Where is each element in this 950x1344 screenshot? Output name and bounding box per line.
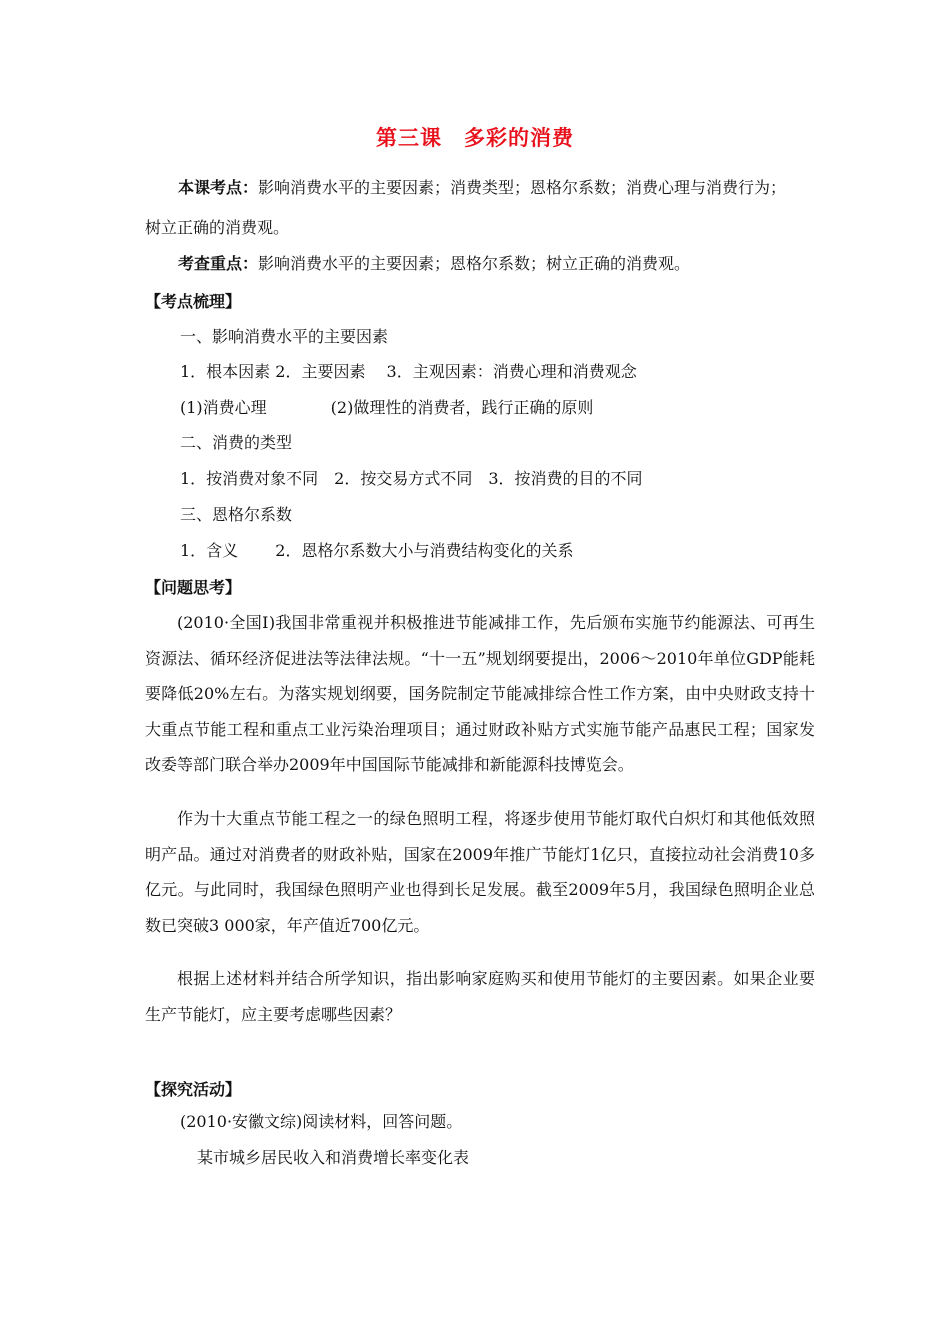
kaodian-label: 本课考点： [178,178,259,197]
section-heading-kaodian-shuli: 【考点梳理】 [145,292,242,311]
material-paragraph-1: (2010·全国Ⅰ)我国非常重视并积极推进节能减排工作，先后颁布实施节约能源法、可再生资源法、循环经济促进法等法律法规。“十一五”规划纲要提出，2006～2010年单位GDP能耗要降低20%左右。为落实规划纲要，国务院制定节能减排综合性工作方案，由中央财政支持十大重点节能工程和重点工业污染治理项目；通过财政补贴方式实施节能产品惠民工程；国家发改委等部门联合举办2009年中国国际节能减排和新能源科技博览会。 [145,613,815,774]
kaodian-line-2: 树立正确的消费观。 [145,218,290,237]
outline-item: 三、恩格尔系数 [180,505,293,524]
outline-item: 二、消费的类型 [180,433,293,452]
kaodian-line-1 [178,178,848,198]
section-heading-wenti-sikao: 【问题思考】 [145,578,242,597]
question-paragraph: 根据上述材料并结合所学知识，指出影响家庭购买和使用节能灯的主要因素。如果企业要生产节能灯，应主要考虑哪些因素？ [145,969,815,1024]
activity-intro: (2010·安徽文综)阅读材料，回答问题。 [180,1112,463,1131]
table-caption: 某市城乡居民收入和消费增长率变化表 [197,1148,470,1167]
zhongdian-line [178,254,848,274]
section-heading-tanjiu-huodong: 【探究活动】 [145,1080,242,1099]
material-paragraph-2: 作为十大重点节能工程之一的绿色照明工程，将逐步使用节能灯取代白炽灯和其他低效照明产品。通过对消费者的财政补贴，国家在2009年推广节能灯1亿只，直接拉动社会消费10多亿元。与此同时，我国绿色照明产业也得到长足发展。截至2009年5月，我国绿色照明企业总数已突破3 000家，年产值近700亿元。 [145,809,815,935]
outline-item: (1)消费心理 (2)做理性的消费者，践行正确的原则 [180,398,594,417]
zhongdian-label: 考查重点： [178,254,259,273]
outline-item: 1．根本因素 2．主要因素 3．主观因素：消费心理和消费观念 [180,362,637,381]
page-title: 第三课 多彩的消费 [376,126,574,150]
outline-item: 1．按消费对象不同 2．按交易方式不同 3．按消费的目的不同 [180,469,643,488]
zhongdian-text: 影响消费水平的主要因素；恩格尔系数；树立正确的消费观。 [258,254,691,273]
outline-item: 一、影响消费水平的主要因素 [180,327,389,346]
outline-item: 1．含义 2．恩格尔系数大小与消费结构变化的关系 [180,541,574,560]
kaodian-text: 影响消费水平的主要因素；消费类型；恩格尔系数；消费心理与消费行为； [258,178,787,197]
